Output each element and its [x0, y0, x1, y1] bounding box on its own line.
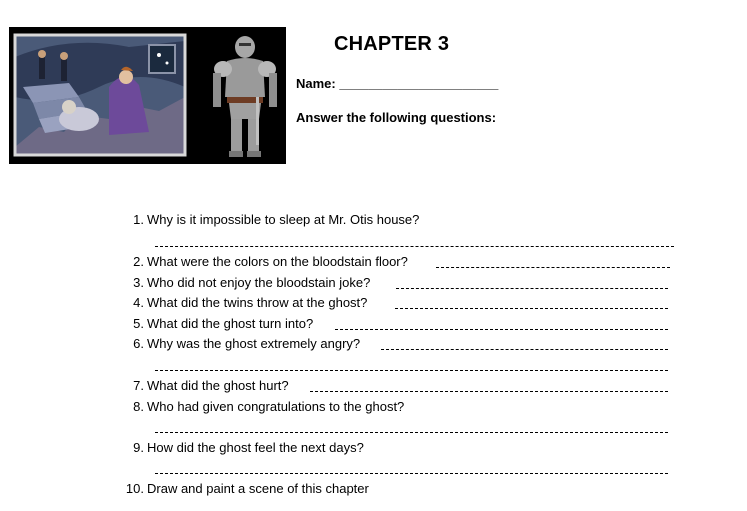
question-text: Why was the ghost extremely angry?: [147, 336, 361, 351]
question-number: 3.: [133, 275, 144, 290]
question-number: 6.: [133, 336, 144, 351]
question-text: Draw and paint a scene of this chapter: [147, 481, 369, 496]
question-text: What did the ghost turn into?: [147, 316, 314, 331]
chapter-title: CHAPTER 3: [334, 33, 450, 55]
question-text: What did the twins throw at the ghost?: [147, 295, 368, 310]
question-number: 9.: [133, 440, 144, 455]
question-number: 1.: [133, 212, 144, 227]
answer-line: [155, 246, 674, 247]
question-text: Why is it impossible to sleep at Mr. Otis house?: [147, 212, 420, 227]
question-number: 7.: [133, 378, 144, 393]
question-text: What were the colors on the bloodstain floor?: [147, 254, 408, 269]
question-number: 4.: [133, 295, 144, 310]
answer-line: [395, 308, 668, 309]
question-text: Who did not enjoy the bloodstain joke?: [147, 275, 371, 290]
answer-line: [335, 329, 668, 330]
staircase-scene-image: [15, 35, 185, 155]
question-text: Who had given congratulations to the ghost?: [147, 399, 405, 414]
answer-line: [381, 349, 668, 350]
question-number: 10.: [125, 481, 144, 496]
answer-line: [155, 473, 668, 474]
question-number: 8.: [133, 399, 144, 414]
answer-line: [436, 267, 670, 268]
name-field-label: Name: ______________________: [296, 76, 499, 91]
question-number: 5.: [133, 316, 144, 331]
answer-line: [310, 391, 668, 392]
instructions: Answer the following questions:: [296, 110, 497, 125]
chapter-illustration: [9, 27, 286, 164]
answer-line: [396, 288, 668, 289]
answer-line: [155, 432, 668, 433]
answer-line: [155, 370, 668, 371]
question-text: What did the ghost hurt?: [147, 378, 289, 393]
question-number: 2.: [133, 254, 144, 269]
question-text: How did the ghost feel the next days?: [147, 440, 364, 455]
